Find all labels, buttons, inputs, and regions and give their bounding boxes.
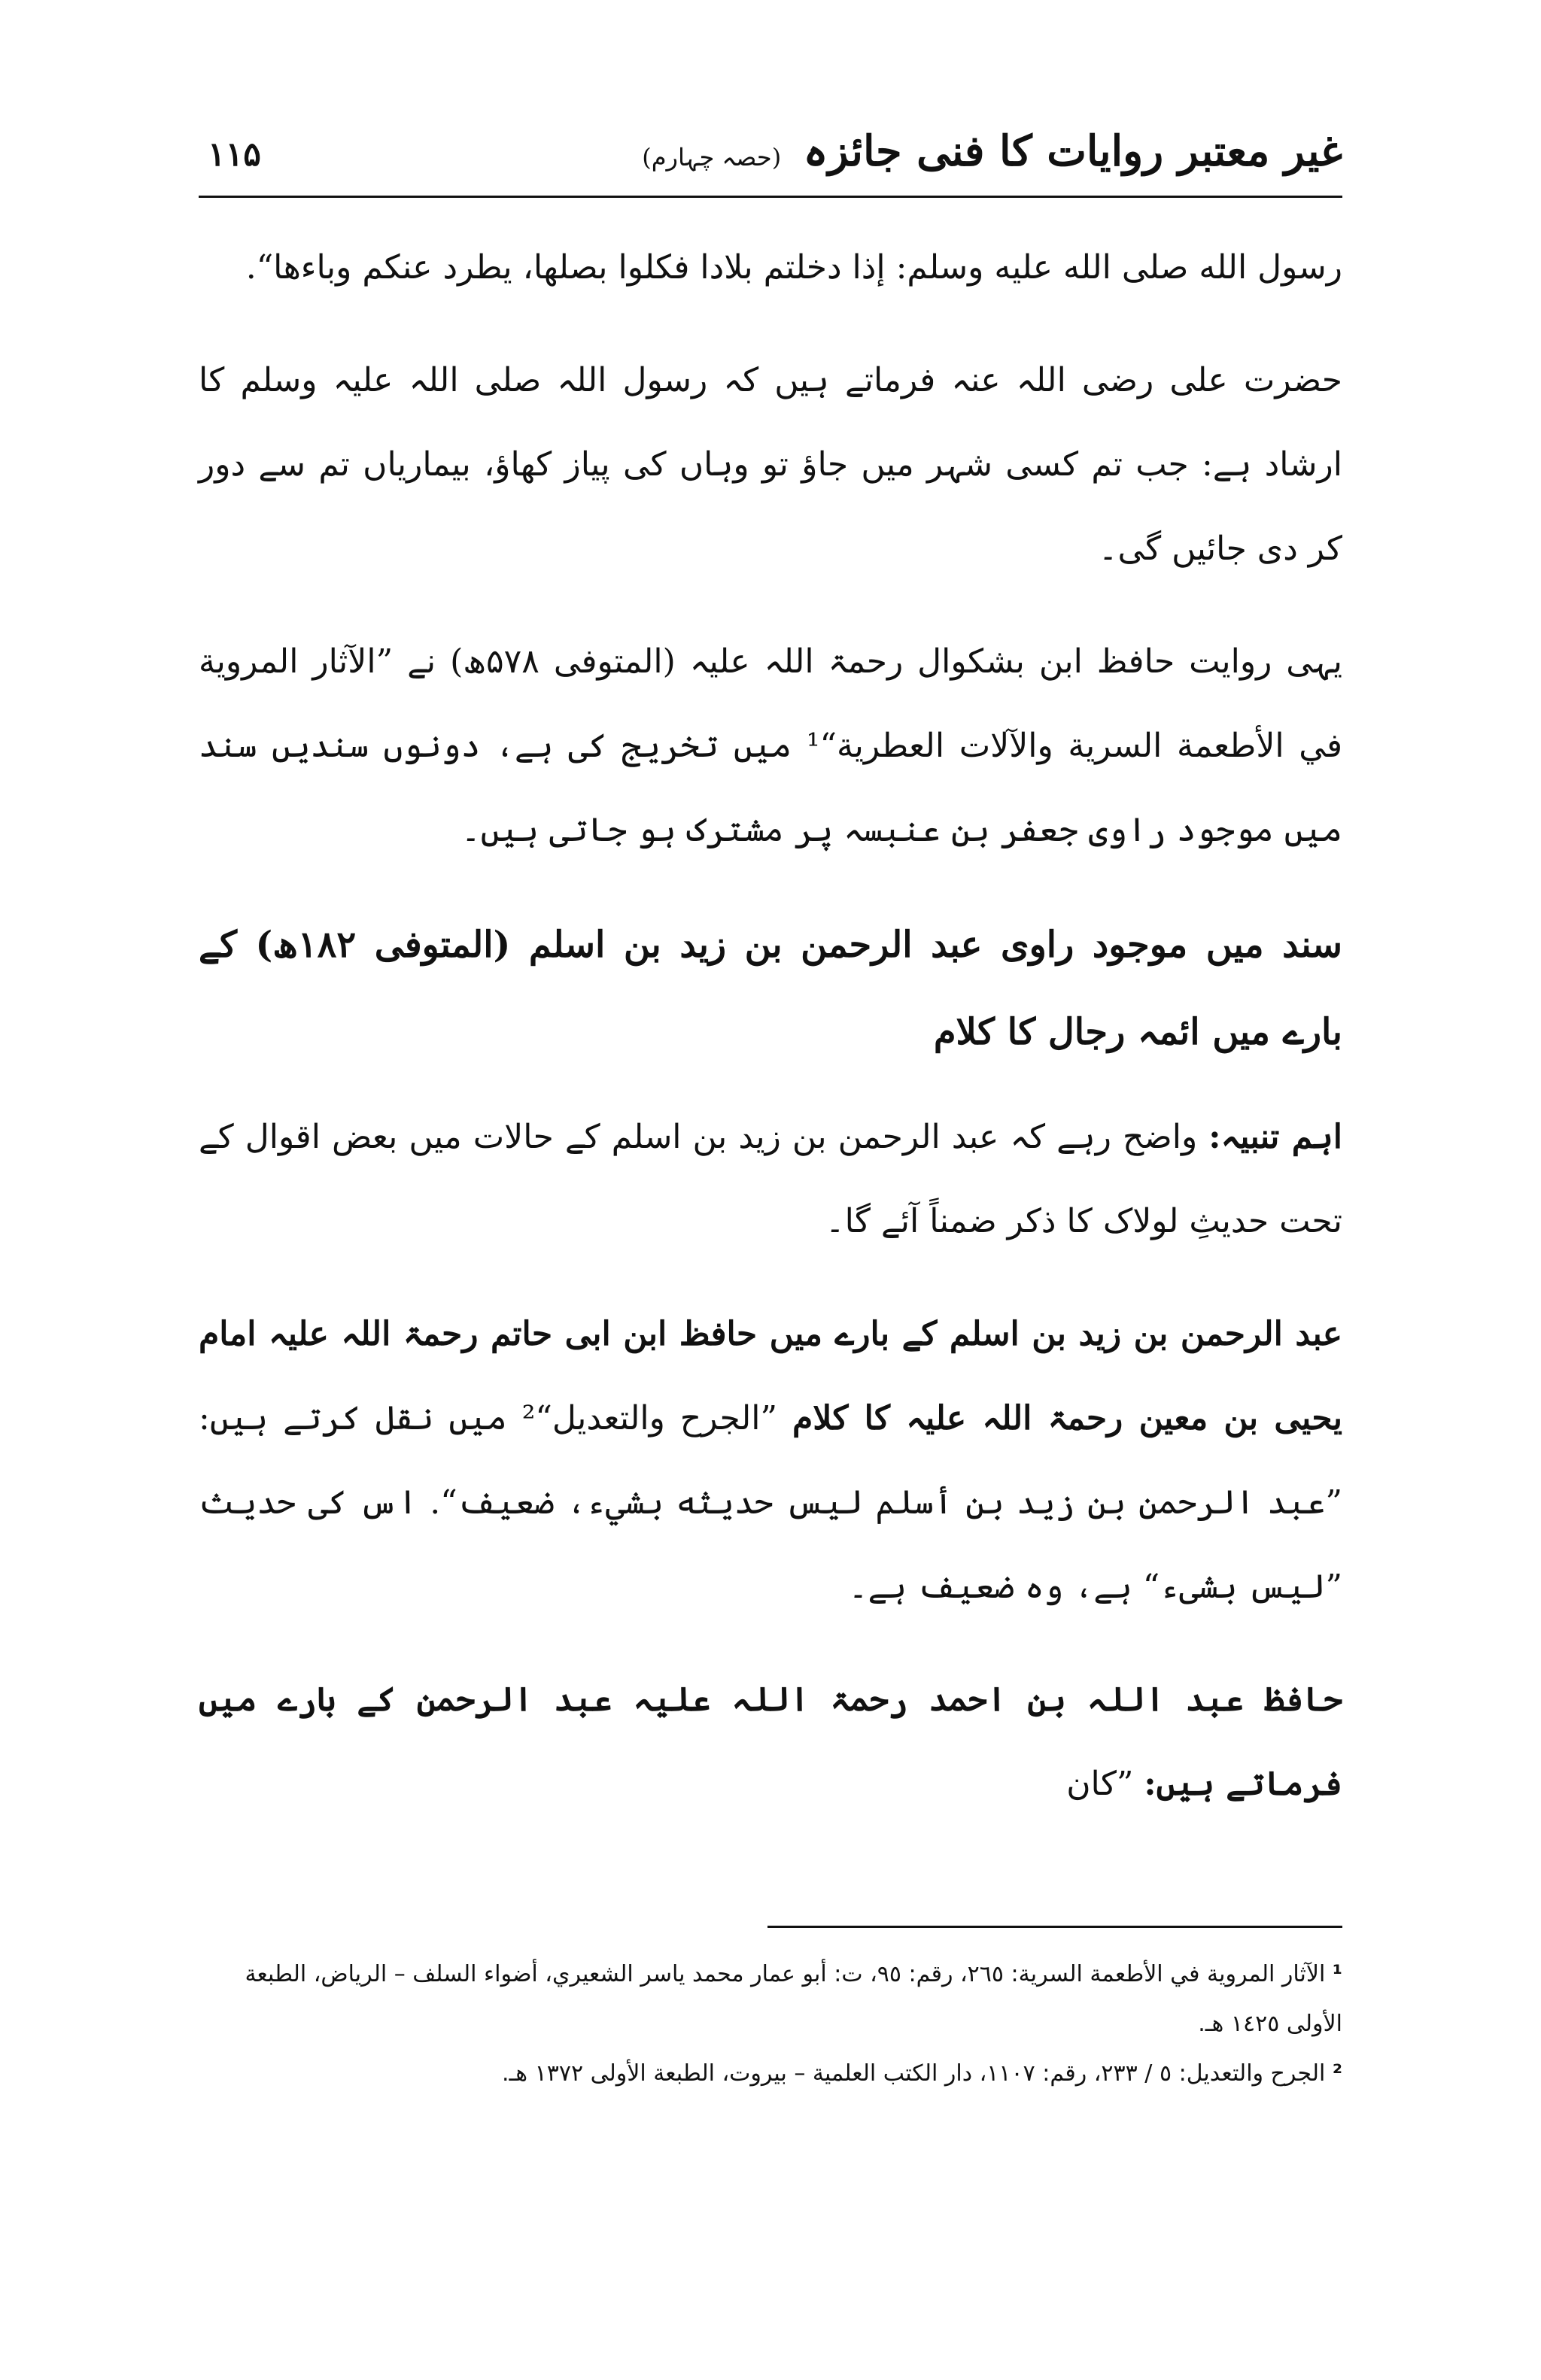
notice-paragraph bbox=[199, 1095, 1342, 1264]
ibn-abi-hatim-text: ”الجرح والتعديل“² میں نقل کرتے ہیں: ”عبد الرحمن بن زيد بن أسلم ليس حديثه بشيء، ضعيف“. اس کی حدیث ”لیس بشیء“ ہے، وہ ضعیف ہے۔ bbox=[199, 1399, 1342, 1606]
footnote-text: الجرح والتعديل: ٥ / ٢٣٣، رقم: ١١٠٧، دار الكتب العلمية – بيروت، الطبعة الأولى ١٣٧٢ هـ. bbox=[501, 2060, 1326, 2087]
notice-label: اہم تنبیہ: bbox=[1208, 1118, 1342, 1156]
book-title bbox=[642, 126, 1342, 176]
book-title-text: غیر معتبر روایات کا فنی جائزہ bbox=[803, 126, 1342, 176]
footnotes bbox=[199, 1950, 1342, 2099]
paragraph-arabic-hadith: رسول الله صلى الله عليه وسلم: إذا دخلتم بلادا فكلوا بصلها، يطرد عنكم وباءها“. bbox=[245, 248, 1342, 287]
paragraph-hazrat-ali: حضرت علی رضی اللہ عنہ فرماتے ہیں کہ رسول اللہ صلی اللہ علیہ وسلم کا ارشاد ہے: جب تم کسی شہر میں جاؤ تو وہاں کی پیاز کھاؤ، بیماریاں تم سے دور کر دی جائیں گی۔ bbox=[199, 361, 1342, 568]
footnote-divider bbox=[767, 1926, 1342, 1928]
page-number: ۱۱۵ bbox=[208, 135, 261, 174]
ibn-abi-hatim-bold: عبد الرحمن بن زید بن اسلم کے بارے میں حافظ ابن ابی حاتم رحمۃ اللہ علیہ امام یحیی بن معین رحمۃ اللہ علیہ کا کلام bbox=[199, 1315, 1342, 1437]
page-header bbox=[199, 126, 1342, 198]
book-part-label: (حصہ چہارم) bbox=[642, 143, 782, 172]
paragraph-ibn-bashkuwal: یہی روایت حافظ ابن بشکوال رحمۃ اللہ علیہ (المتوفی ۵۷۸ھ) نے ”الآثار المروية في الأطعمة السرية والآلات العطرية“¹ میں تخریج کی ہے، دونوں سندیں سند میں موجود راوی جعفر بن عنبسہ پر مشترک ہو جاتی ہیں۔ bbox=[199, 642, 1343, 849]
notice-text: واضح رہے کہ عبد الرحمن بن زید بن اسلم کے حالات میں بعض اقوال کے تحت حدیثِ لولاک کا ذکر ضمناً آئے گا۔ bbox=[199, 1118, 1342, 1240]
footnote-2 bbox=[199, 2049, 1342, 2099]
paragraph-abdullah-bin-ahmad bbox=[199, 1658, 1342, 1826]
abdullah-text: ”كان bbox=[1066, 1765, 1134, 1803]
paragraph-ibn-abi-hatim bbox=[199, 1292, 1342, 1629]
footnote-1 bbox=[199, 1950, 1342, 2049]
abdullah-bold: حافظ عبد اللہ بن احمد رحمۃ اللہ علیہ عبد الرحمن کے بارے میں فرماتے ہیں: bbox=[199, 1680, 1342, 1803]
main-text bbox=[199, 226, 1342, 1855]
footnote-text: الآثار المروية في الأطعمة السرية: ٢٦٥، رقم: ٩٥، ت: أبو عمار محمد ياسر الشعيري، أضواء السلف – الرياض، الطبعة الأولى ١٤٢٥ هـ. bbox=[245, 1961, 1342, 2037]
footnote-marker: ² bbox=[1332, 2060, 1342, 2087]
section-heading: سند میں موجود راوی عبد الرحمن بن زید بن اسلم (المتوفی ۱۸۲ھ) کے بارے میں ائمہ رجال کا کلام bbox=[199, 924, 1342, 1053]
footnote-marker: ¹ bbox=[1332, 1961, 1342, 1987]
